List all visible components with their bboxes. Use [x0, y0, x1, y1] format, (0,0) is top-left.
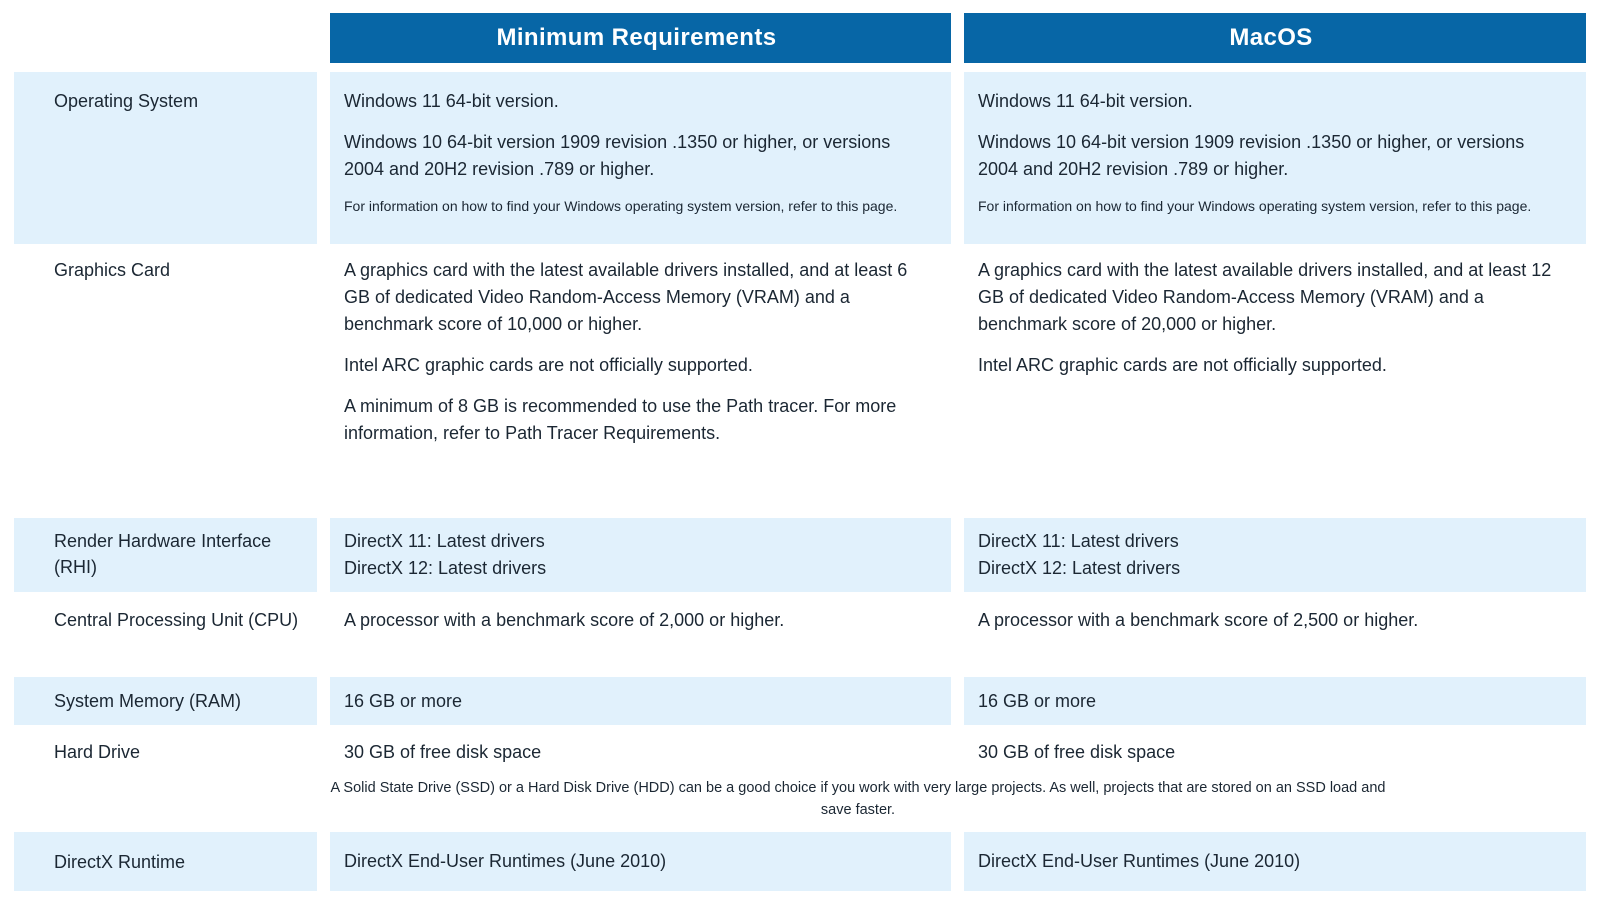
table-row-cpu — [14, 601, 1586, 677]
table-row-graphics-card — [14, 252, 1586, 510]
column-gutter — [317, 72, 330, 244]
column-header-macos: MacOS — [964, 13, 1586, 63]
os-macos-paragraph-2: Windows 10 64-bit version 1909 revision .1350 or higher, or versions 2004 and 20H2 revision .789 or higher. — [978, 132, 1525, 179]
os-macos-paragraph-1: Windows 11 64-bit version. — [978, 91, 1193, 111]
row-label-hard-drive: Hard Drive — [54, 742, 141, 762]
rhi-min-cell — [330, 518, 951, 592]
column-gutter — [951, 601, 964, 677]
table-row-system-memory — [14, 677, 1586, 725]
gpu-macos-cell — [964, 252, 1586, 510]
os-macos-cell — [964, 72, 1586, 244]
hdd-note: A Solid State Drive (SSD) or a Hard Disk Drive (HDD) can be a good choice if you work with very large projects. As well, projects that are stored on an SSD load and save faster. — [330, 780, 1386, 818]
os-min-paragraph-2: Windows 10 64-bit version 1909 revision .1350 or higher, or versions 2004 and 20H2 revision .789 or higher. — [344, 132, 891, 179]
row-label-render-hardware-interface: Render Hardware Interface (RHI) — [14, 518, 317, 592]
ram-min-cell: 16 GB or more — [330, 677, 951, 725]
column-gutter — [317, 677, 330, 725]
header-label-spacer — [14, 13, 317, 63]
column-gutter — [951, 733, 964, 766]
ram-macos-cell: 16 GB or more — [964, 677, 1586, 725]
hdd-min-value: 30 GB of free disk space — [344, 742, 542, 762]
row-label-operating-system: Operating System — [14, 72, 317, 244]
gpu-min-cell — [330, 252, 951, 510]
table-row-hard-drive — [14, 733, 1586, 824]
cpu-min-cell: A processor with a benchmark score of 2,000 or higher. — [344, 610, 785, 630]
column-gutter — [317, 252, 330, 510]
gpu-min-paragraph-1: A graphics card with the latest available drivers installed, and at least 6 GB of dedicated Video Random-Access Memory (VRAM) and a benchmark score of 10,000 or higher. — [344, 260, 908, 334]
rhi-macos-line-1: DirectX 11: Latest drivers — [978, 531, 1179, 551]
hdd-span-cell — [330, 733, 1586, 824]
column-gutter — [951, 72, 964, 244]
row-label-cpu: Central Processing Unit (CPU) — [54, 610, 299, 630]
column-gutter — [951, 13, 964, 63]
cpu-macos-cell: A processor with a benchmark score of 2,500 or higher. — [978, 610, 1419, 630]
rhi-macos-cell — [964, 518, 1586, 592]
gpu-min-paragraph-3: A minimum of 8 GB is recommended to use the Path tracer. For more information, refer to Path Tracer Requirements. — [344, 396, 897, 443]
column-gutter — [317, 832, 330, 891]
os-macos-note: For information on how to find your Windows operating system version, refer to this page. — [978, 198, 1532, 214]
row-label-graphics-card: Graphics Card — [54, 260, 171, 280]
rhi-min-line-1: DirectX 11: Latest drivers — [344, 531, 545, 551]
gpu-macos-paragraph-1: A graphics card with the latest available drivers installed, and at least 12 GB of dedicated Video Random-Access Memory (VRAM) and a benchmark score of 20,000 or higher. — [978, 260, 1552, 334]
hdd-values-row — [330, 733, 1586, 766]
dx-min-cell: DirectX End-User Runtimes (June 2010) — [330, 832, 951, 891]
column-gutter — [317, 601, 330, 677]
gpu-min-paragraph-2: Intel ARC graphic cards are not officially supported. — [344, 355, 753, 375]
requirements-table — [14, 13, 1586, 891]
rhi-macos-line-2: DirectX 12: Latest drivers — [978, 558, 1181, 578]
os-min-note: For information on how to find your Windows operating system version, refer to this page. — [344, 198, 898, 214]
column-gutter — [951, 252, 964, 510]
hdd-macos-value: 30 GB of free disk space — [978, 742, 1176, 762]
table-header-row — [14, 13, 1586, 63]
column-gutter — [951, 677, 964, 725]
dx-macos-cell: DirectX End-User Runtimes (June 2010) — [964, 832, 1586, 891]
table-row-operating-system — [14, 72, 1586, 244]
column-gutter — [951, 518, 964, 592]
column-gutter — [317, 733, 330, 824]
column-gutter — [317, 518, 330, 592]
column-gutter — [951, 832, 964, 891]
row-label-directx-runtime: DirectX Runtime — [14, 832, 317, 891]
table-row-render-hardware-interface — [14, 518, 1586, 592]
gpu-macos-paragraph-2: Intel ARC graphic cards are not officially supported. — [978, 355, 1387, 375]
row-label-system-memory: System Memory (RAM) — [14, 677, 317, 725]
os-min-cell — [330, 72, 951, 244]
column-header-minimum-requirements: Minimum Requirements — [330, 13, 951, 63]
column-gutter — [317, 13, 330, 63]
os-min-paragraph-1: Windows 11 64-bit version. — [344, 91, 559, 111]
rhi-min-line-2: DirectX 12: Latest drivers — [344, 558, 547, 578]
table-row-directx-runtime — [14, 832, 1586, 891]
